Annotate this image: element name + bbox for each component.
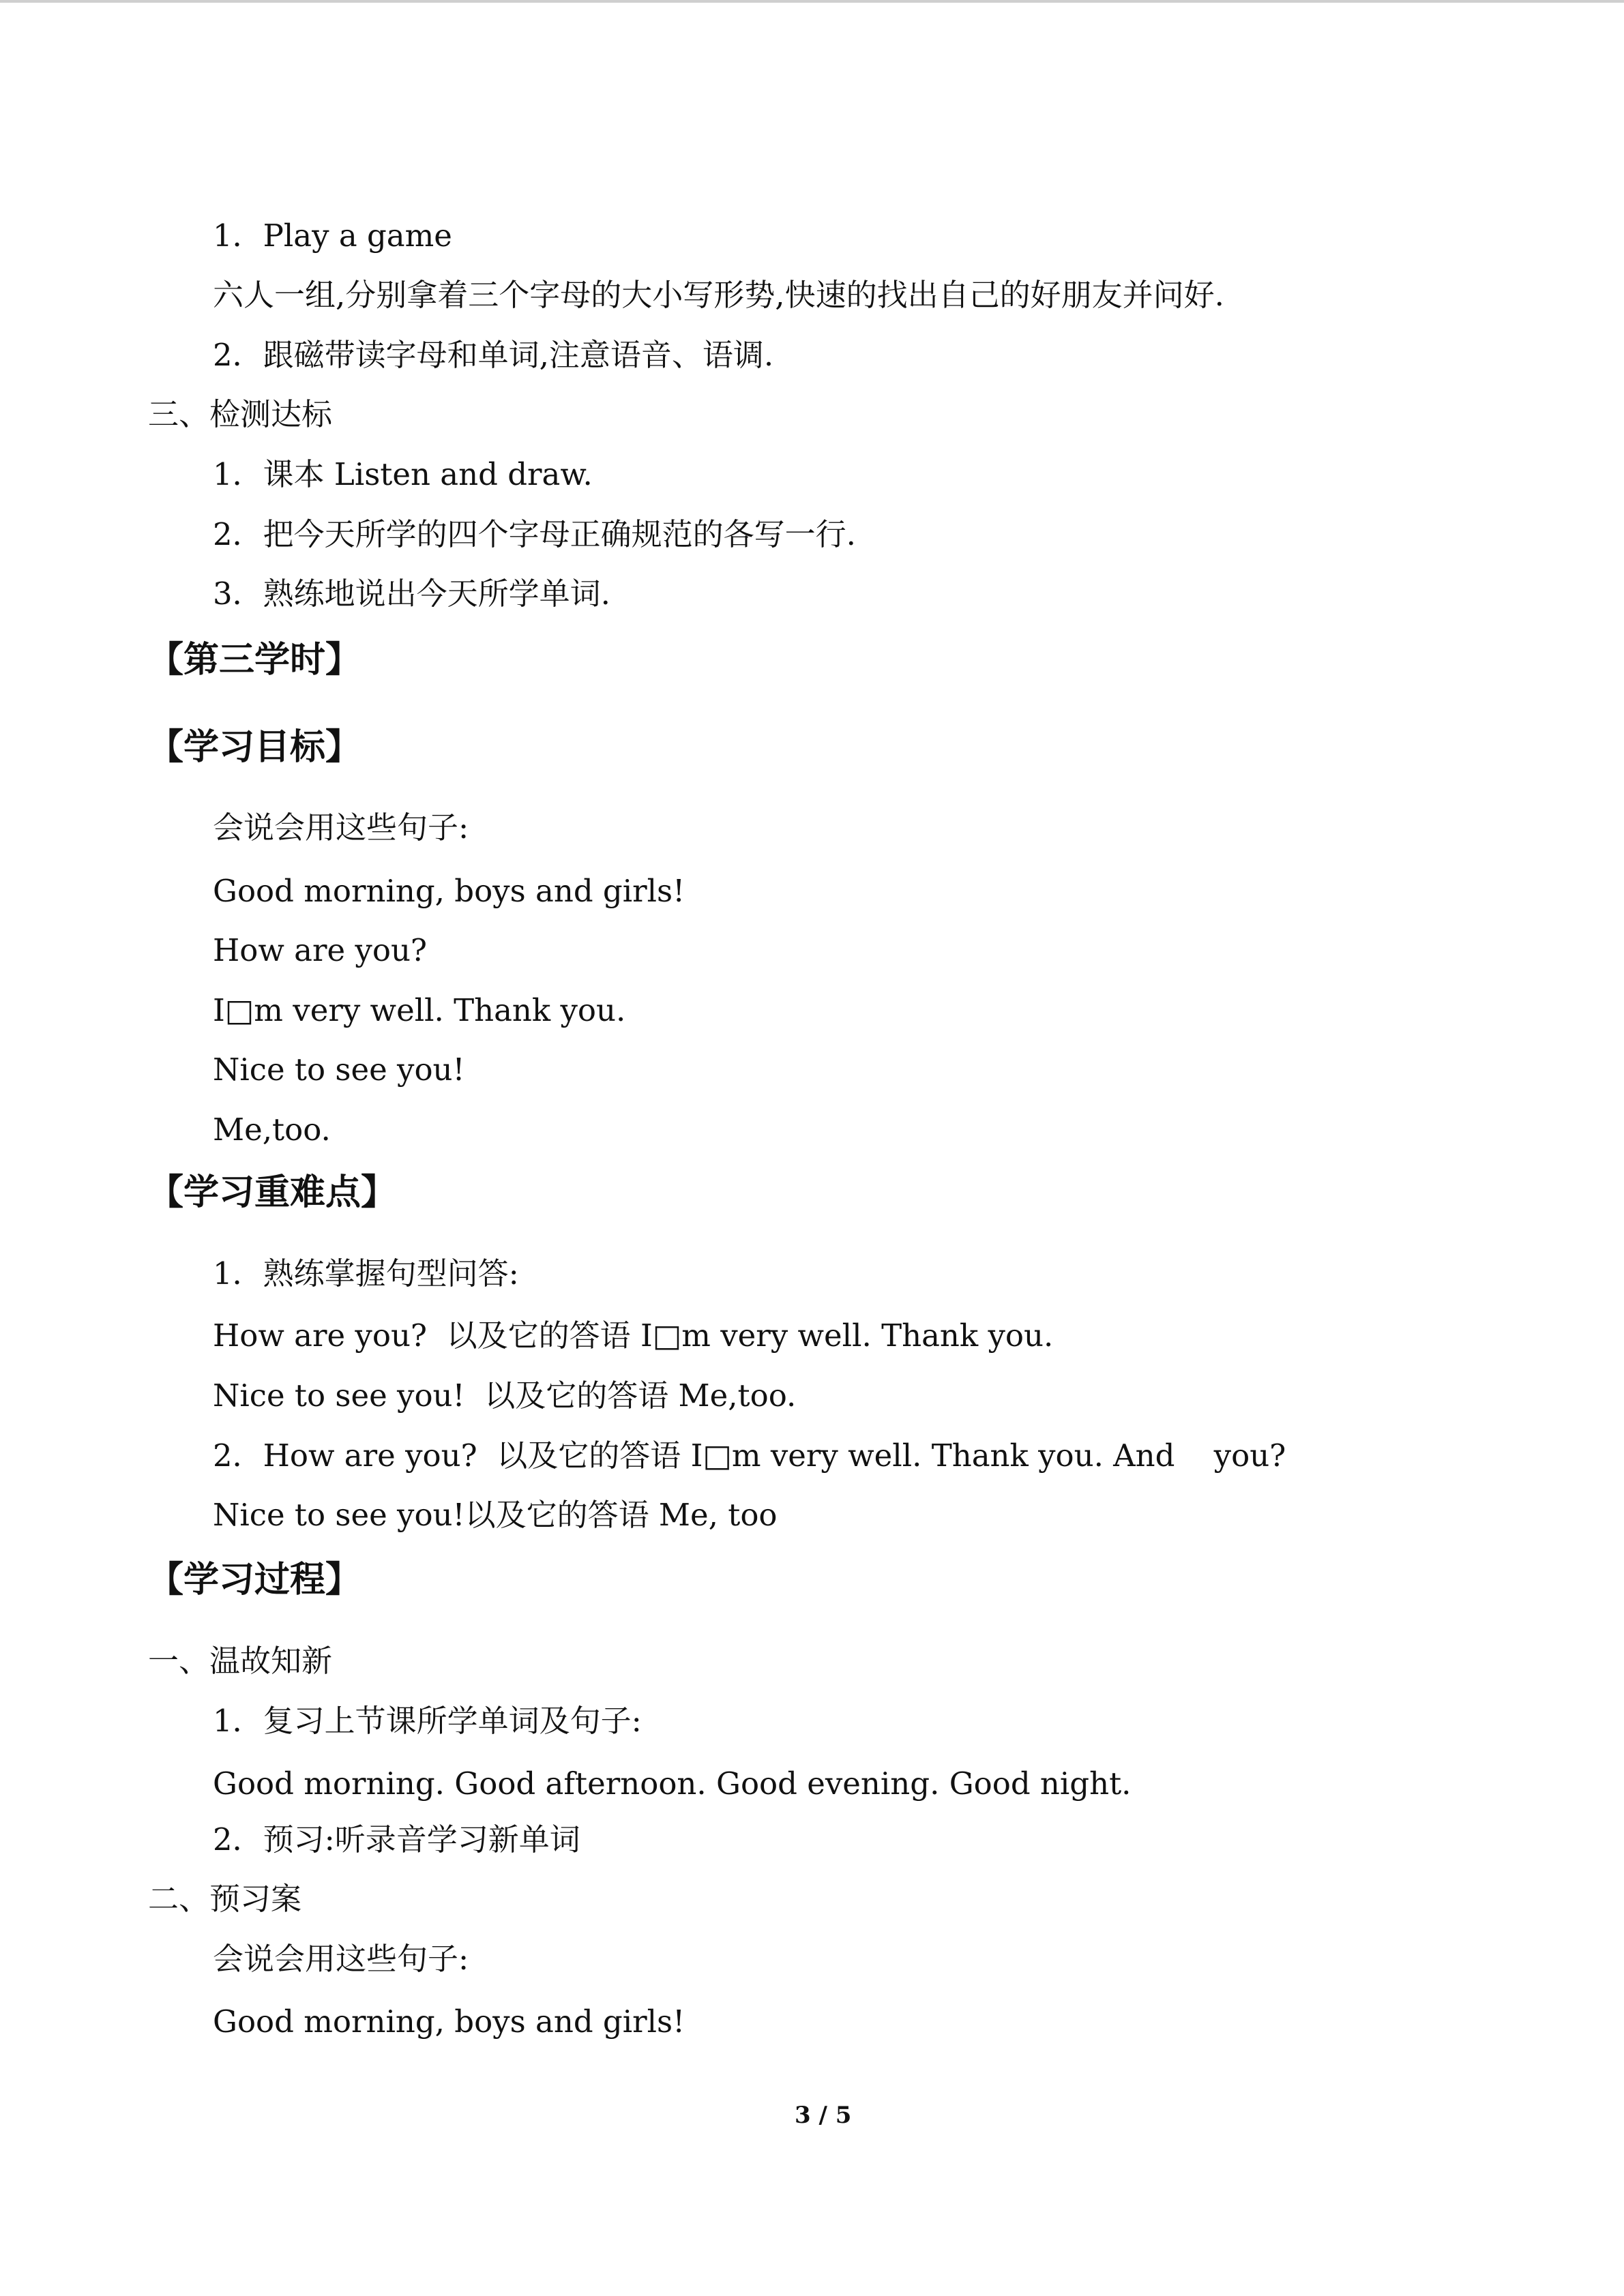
text-line: I□m very well. Thank you. — [213, 992, 626, 1028]
text-line: Me,too. — [213, 1112, 331, 1148]
text-line: 2．How are you? 以及它的答语 I□m very well. Thank you. And you? — [213, 1437, 1286, 1474]
section-heading: 二、预习案 — [148, 1881, 302, 1917]
text-line: 1．Play a game — [213, 218, 452, 254]
text-line: Nice to see you! — [213, 1052, 465, 1088]
text-line: Nice to see you! 以及它的答语 Me,too. — [213, 1377, 797, 1414]
text-line: Good morning, boys and girls! — [213, 2003, 685, 2040]
bracket-heading: 【学习目标】 — [148, 727, 361, 768]
text-line: Good morning. Good afternoon. Good evening. Good night. — [213, 1765, 1132, 1802]
text-line: 1．课本 Listen and draw. — [213, 456, 593, 492]
text-line: 会说会用这些句子: — [213, 1941, 469, 1977]
bracket-heading: 【学习重难点】 — [148, 1172, 397, 1213]
text-line: Nice to see you!以及它的答语 Me, too — [213, 1497, 778, 1533]
section-heading: 三、检测达标 — [148, 396, 333, 432]
text-line: Good morning, boys and girls! — [213, 873, 685, 909]
text-line: 2．把今天所学的四个字母正确规范的各写一行. — [213, 516, 856, 552]
text-line: 3．熟练地说出今天所学单词. — [213, 576, 610, 612]
top-border — [0, 0, 1624, 3]
page-number: 3 / 5 — [795, 2102, 852, 2129]
text-line: How are you? — [213, 932, 428, 968]
text-line: 2．预习:听录音学习新单词 — [213, 1821, 580, 1858]
text-line: 会说会用这些句子: — [213, 809, 469, 846]
text-line: 六人一组,分别拿着三个字母的大小写形势,快速的找出自己的好朋友并问好. — [213, 277, 1224, 313]
text-line: How are you? 以及它的答语 I□m very well. Thank you. — [213, 1317, 1054, 1354]
text-line: 1．复习上节课所学单词及句子: — [213, 1703, 642, 1739]
text-line: 2．跟磁带读字母和单词,注意语音、语调. — [213, 337, 774, 373]
bracket-heading: 【学习过程】 — [148, 1560, 361, 1600]
bracket-heading: 【第三学时】 — [148, 640, 361, 681]
text-line: 1．熟练掌握句型问答: — [213, 1255, 519, 1292]
section-heading: 一、温故知新 — [148, 1643, 333, 1679]
